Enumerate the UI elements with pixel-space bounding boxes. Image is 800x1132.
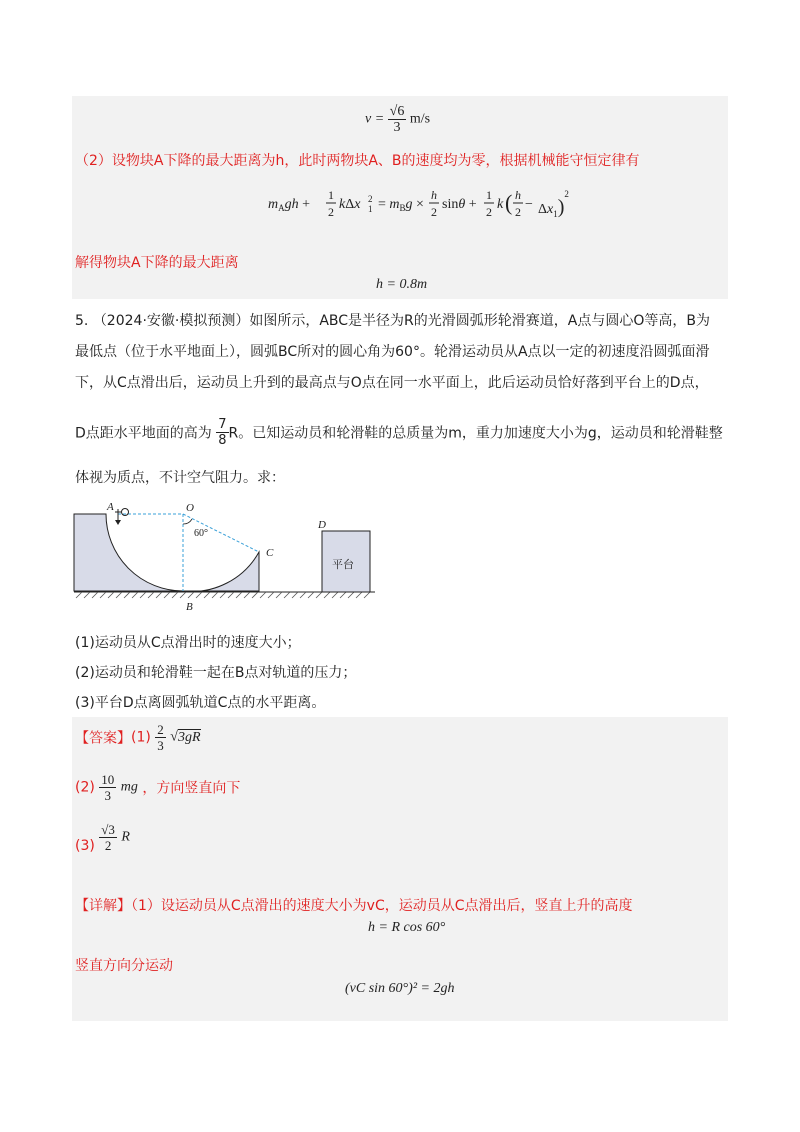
svg-text:h: h (431, 188, 437, 202)
result-h: h = 0.8m (376, 277, 428, 292)
answer-3: (3) $\frac{√3}{2}$ R (75, 822, 130, 854)
label-O: O (186, 502, 194, 514)
answer-block (72, 717, 728, 1021)
question-3: (3)平台D点离圆弧轨道C点的水平距离。 (75, 695, 326, 711)
detail-tag: 【详解】 (75, 898, 131, 914)
svg-text:1: 1 (328, 188, 334, 202)
energy-equation (268, 182, 538, 231)
answer-tag: 【答案】 (75, 730, 131, 747)
label-D: D (318, 519, 326, 531)
answer-1: 【答案】(1) $\frac{2}{3}$ √3gR (75, 722, 201, 753)
svg-text:−: − (525, 197, 533, 212)
part2-statement: （2）设物块A下降的最大距离为h，此时两物块A、B的速度均为零，根据机械能守恒定律有 (75, 153, 640, 169)
problem-line-1 (75, 310, 710, 330)
detail-line-1: 【详解】（1）设运动员从C点滑出的速度大小为vC，运动员从C点滑出后，竖直上升的高度 (75, 898, 633, 914)
label-B: B (186, 601, 193, 613)
svg-text:k: k (497, 197, 504, 212)
detail-eq-2: (vC sin 60°)² = 2gh (345, 981, 455, 996)
svg-text:2: 2 (431, 205, 437, 219)
answer-2: (2) $\frac{10}{3}$ mg ，方向竖直向下 (75, 772, 241, 803)
problem-line-2: 最低点（位于水平地面上），圆弧BC所对的圆心角为60°。轮滑运动员从A点以一定的初速度沿圆弧面滑 (75, 344, 710, 360)
label-C: C (266, 547, 274, 559)
problem-line-3: 下，从C点滑出后，运动员上升到的最高点与O点在同一水平面上，此后运动员恰好落到平台上的D点， (75, 375, 709, 391)
solve-statement: 解得物块A下降的最大距离 (75, 255, 239, 271)
svg-text:kΔx: kΔx (339, 197, 361, 212)
svg-text:1: 1 (368, 204, 373, 214)
svg-text:(: ( (505, 190, 513, 215)
problem-source: （2024·安徽·模拟预测） (92, 313, 250, 329)
svg-text:h: h (515, 188, 521, 202)
question-2: (2)运动员和轮滑鞋一起在B点对轨道的压力； (75, 665, 357, 681)
svg-text:mAgh +: $m_Agh$ + (268, 197, 311, 213)
energy-equation-render (268, 182, 538, 226)
svg-text:2: 2 (368, 194, 373, 204)
energy-equation-tail: $\Delta x_1)^2$ (538, 189, 569, 219)
track-figure (70, 500, 380, 615)
label-A: A (107, 501, 114, 513)
angle-label: 60° (194, 528, 208, 539)
problem-line-5: 体视为质点，不计空气阻力。求： (75, 470, 285, 486)
problem-number: 5. (75, 313, 89, 329)
ground-hatching (76, 592, 370, 598)
svg-text:= mBg ×: = $m_Bg$ × (378, 197, 424, 213)
svg-text:2: 2 (328, 205, 334, 219)
platform-label: 平台 (332, 558, 354, 571)
svg-text:2: 2 (486, 205, 492, 219)
svg-text:sinθ +: sinθ + (442, 197, 477, 212)
problem-line-4: D点距水平地面的高为 $\frac{7}{8}$ R。已知运动员和轮滑鞋的总质量为m，重力加速度大小为g，运动员和轮滑鞋整 (75, 417, 723, 448)
question-1: (1)运动员从C点滑出时的速度大小； (75, 635, 301, 651)
problem-text-1: 如图所示，ABC是半径为R的光滑圆弧形轮滑赛道，A点与圆心O等高，B为 (249, 313, 710, 329)
detail-eq-1: h = R cos 60° (368, 920, 446, 935)
svg-text:2: 2 (515, 205, 521, 219)
svg-text:1: 1 (486, 188, 492, 202)
detail-line-2: 竖直方向分运动 (75, 958, 173, 974)
velocity-equation: v = $\frac{√6}{3}$ m/s (365, 104, 431, 135)
angle-arc (183, 519, 192, 524)
